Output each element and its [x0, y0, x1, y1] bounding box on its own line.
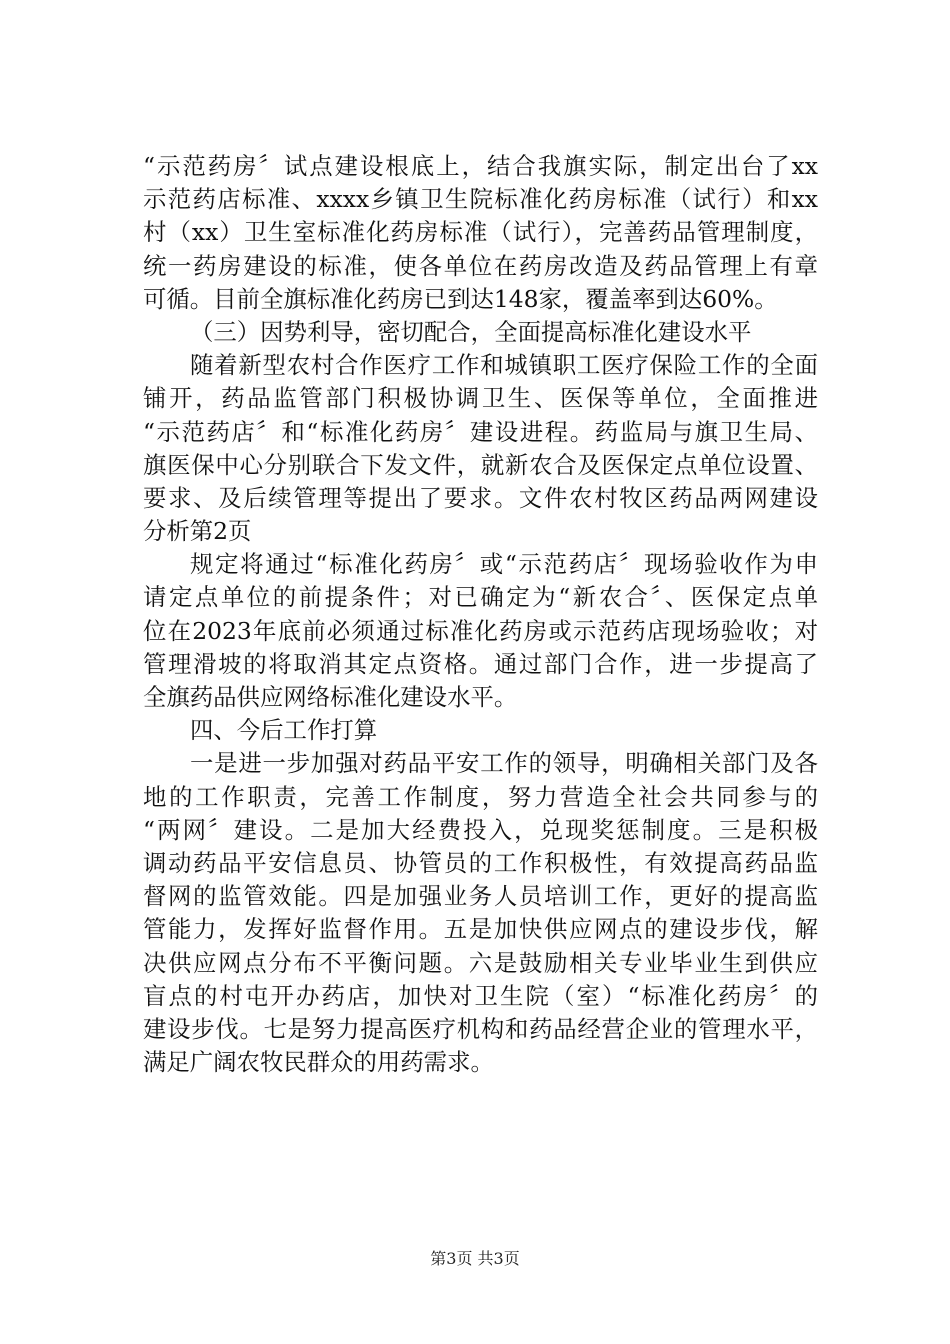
text-line: 规定将通过“标准化药房〞或“示范药店〞现场验收作为申 [190, 550, 818, 579]
text-line: “示范药店〞和“标准化药房〞建设进程。药监局与旗卫生局、 [143, 417, 818, 446]
text-line: 请定点单位的前提条件；对已确定为“新农合〞、医保定点单 [143, 583, 818, 612]
text-line: 示范药店标准、xxxx乡镇卫生院标准化药房标准（试行）和xx [143, 185, 818, 214]
text-line: 满足广阔农牧民群众的用药需求。 [143, 1048, 494, 1077]
text-line: 村（xx）卫生室标准化药房标准（试行），完善药品管理制度， [143, 218, 818, 247]
section-heading: 四、今后工作打算 [190, 716, 378, 745]
text-line: 一是进一步加强对药品平安工作的领导，明确相关部门及各 [190, 749, 818, 778]
page-number: 第3页 共3页 [430, 1249, 520, 1268]
text-line: 统一药房建设的标准，使各单位在药房改造及药品管理上有章 [143, 251, 818, 280]
text-line: 督网的监管效能。四是加强业务人员培训工作，更好的提高监 [143, 882, 818, 911]
text-line: 旗医保中心分别联合下发文件，就新农合及医保定点单位设置、 [143, 450, 818, 479]
text-line: 铺开，药品监管部门积极协调卫生、医保等单位，全面推进 [143, 384, 818, 413]
text-line: 全旗药品供应网络标准化建设水平。 [143, 683, 518, 711]
text-line: 决供应网点分布不平衡问题。六是鼓励相关专业毕业生到供应 [143, 948, 818, 977]
text-line: 可循。目前全旗标准化药房已到达148家，覆盖率到达60%。 [143, 284, 778, 313]
text-line: 调动药品平安信息员、协管员的工作积极性，有效提高药品监 [143, 848, 818, 877]
text-line: 管能力，发挥好监督作用。五是加快供应网点的建设步伐，解 [143, 915, 818, 944]
text-line: 要求、及后续管理等提出了要求。文件农村牧区药品两网建设 [143, 483, 818, 512]
text-line: 分析第2页 [143, 517, 252, 546]
text-line: 随着新型农村合作医疗工作和城镇职工医疗保险工作的全面 [190, 351, 818, 380]
text-line: 管理滑坡的将取消其定点资格。通过部门合作，进一步提高了 [143, 649, 818, 678]
document-body [143, 150, 818, 1079]
text-line: “两网〞建设。二是加大经费投入，兑现奖惩制度。三是积极 [143, 815, 818, 844]
text-line: 盲点的村屯开办药店，加快对卫生院（室）“标准化药房〞的 [143, 981, 818, 1010]
text-line: “示范药房〞试点建设根底上，结合我旗实际，制定出台了xx [143, 152, 818, 180]
text-line: 地的工作职责，完善工作制度，努力营造全社会共同参与的 [143, 782, 818, 811]
page-footer [0, 1246, 950, 1269]
text-line: 建设步伐。七是努力提高医疗机构和药品经营企业的管理水平， [143, 1014, 818, 1043]
text-line: 位在2023年底前必须通过标准化药房或示范药店现场验收；对 [143, 616, 818, 645]
section-heading: （三）因势利导，密切配合，全面提高标准化建设水平 [190, 317, 752, 346]
